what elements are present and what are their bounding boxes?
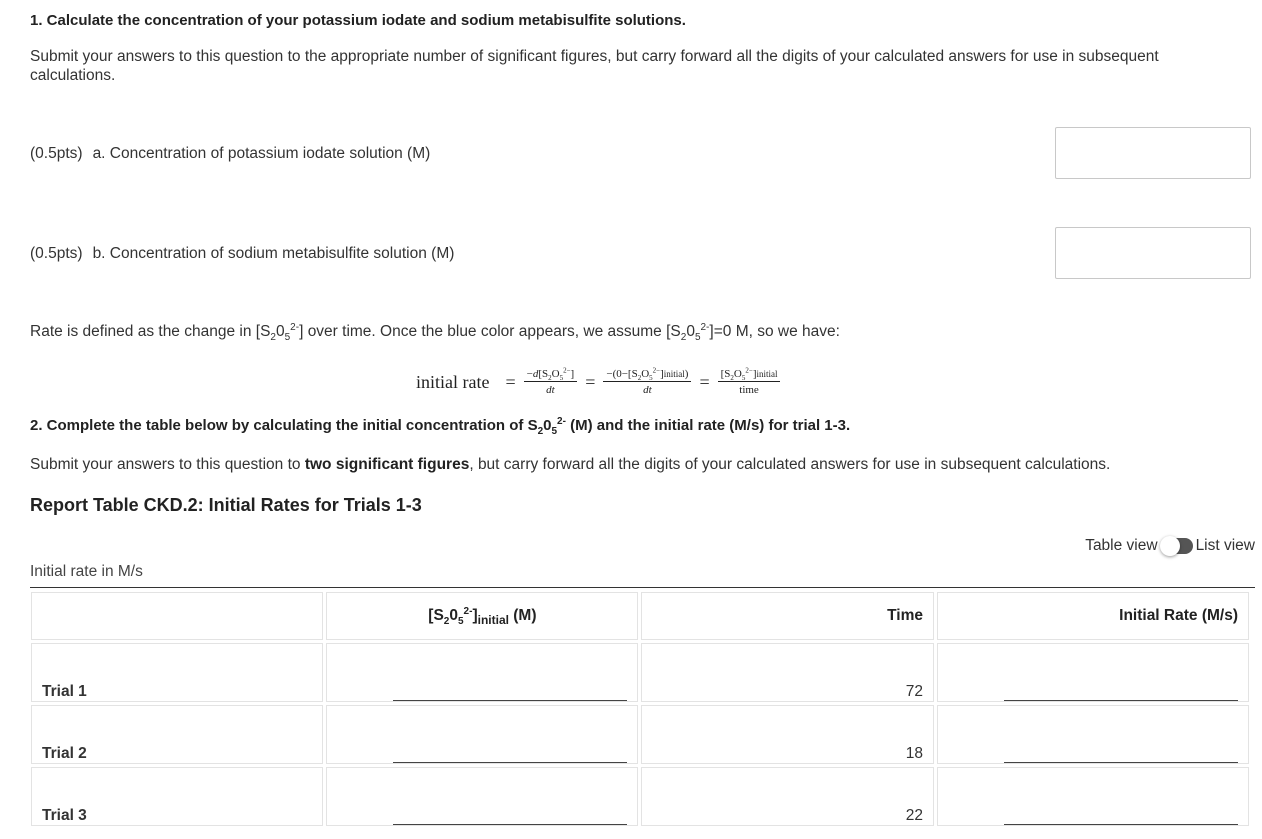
rate-cell bbox=[937, 705, 1249, 764]
part-a-points: (0.5pts) bbox=[30, 145, 83, 162]
table-header-row bbox=[31, 592, 1249, 640]
table-divider bbox=[30, 587, 1255, 588]
part-a-label bbox=[30, 145, 430, 163]
trial-3-rate-input[interactable] bbox=[1004, 802, 1238, 825]
trial-label: Trial 2 bbox=[31, 705, 323, 764]
initial-rates-table bbox=[28, 589, 1252, 829]
view-toggle-switch[interactable] bbox=[1161, 538, 1193, 554]
concentration-cell bbox=[326, 643, 638, 702]
list-view-label[interactable]: List view bbox=[1195, 537, 1255, 554]
equation-frac-3: $\frac{[S_2O_5^{2-}]initial}{\text{time}}$ bbox=[718, 368, 781, 396]
trial-label: Trial 1 bbox=[31, 643, 323, 702]
concentration-cell bbox=[326, 705, 638, 764]
initial-rate-equation: initial rate = $\frac{-d[S_2O_5^{2-}]}{dt}$ = $\frac{-(0-[S_2O_5^{2-}]initial)}{dt}$ = $\frac{[S_2O_5^{2-}]initial}{\text{time}}$ bbox=[416, 362, 780, 402]
toggle-knob bbox=[1160, 536, 1180, 556]
table-view-label[interactable]: Table view bbox=[1085, 537, 1158, 554]
time-value: 18 bbox=[641, 705, 934, 764]
header-time: Time bbox=[641, 592, 934, 640]
trial-2-rate-input[interactable] bbox=[1004, 740, 1238, 763]
rate-cell bbox=[937, 767, 1249, 826]
time-value: 72 bbox=[641, 643, 934, 702]
table-row bbox=[31, 643, 1249, 702]
header-concentration: $[S_20_5^{2-}]_{initial}$ (M) bbox=[326, 592, 638, 640]
equation-lhs: initial rate bbox=[416, 371, 490, 392]
part-b-text: b. Concentration of sodium metabisulfite solution (M) bbox=[92, 245, 455, 262]
equation-frac-1: $\frac{-d[S_2O_5^{2-}]}{dt}$ bbox=[524, 368, 578, 396]
question-1-description: Submit your answers to this question to the appropriate number of significant figures, but carry forward all the digits of your calculated answers for use in subsequent calculations. bbox=[30, 48, 1159, 84]
part-a-text: a. Concentration of potassium iodate solution (M) bbox=[92, 145, 431, 162]
concentration-cell bbox=[326, 767, 638, 826]
trial-1-concentration-input[interactable] bbox=[393, 678, 627, 701]
potassium-iodate-concentration-input[interactable] bbox=[1055, 127, 1251, 179]
report-table-heading: Report Table CKD.2: Initial Rates for Trials 1-3 bbox=[30, 495, 422, 515]
trial-2-concentration-input[interactable] bbox=[393, 740, 627, 763]
header-empty-cell bbox=[31, 592, 323, 640]
equation-frac-2: $\frac{-(0-[S_2O_5^{2-}]initial)}{dt}$ bbox=[603, 368, 691, 396]
trial-label: Trial 3 bbox=[31, 767, 323, 826]
question-2-description: Submit your answers to this question to two significant figures, but carry forward all the digits of your calculated answers for use in subsequent calculations. bbox=[30, 456, 1111, 473]
trial-1-rate-input[interactable] bbox=[1004, 678, 1238, 701]
question-1-title: 1. Calculate the concentration of your potassium iodate and sodium metabisulfite solutions. bbox=[30, 12, 686, 29]
part-b-points: (0.5pts) bbox=[30, 245, 83, 262]
sodium-metabisulfite-concentration-input[interactable] bbox=[1055, 227, 1251, 279]
table-caption: Initial rate in M/s bbox=[30, 563, 143, 580]
view-toggle bbox=[1085, 537, 1255, 555]
trial-3-concentration-input[interactable] bbox=[393, 802, 627, 825]
part-b-label bbox=[30, 245, 454, 263]
header-initial-rate: Initial Rate (M/s) bbox=[937, 592, 1249, 640]
table-row bbox=[31, 705, 1249, 764]
time-value: 22 bbox=[641, 767, 934, 826]
table-row bbox=[31, 767, 1249, 826]
question-2-title: 2. Complete the table below by calculating the initial concentration of $S_20_5^{2-}$ (M) and the initial rate (M/s) for trial 1-3. bbox=[30, 416, 851, 437]
rate-cell bbox=[937, 643, 1249, 702]
rate-definition-text: Rate is defined as the change in $[S_20_5^{2-}]$ over time. Once the blue color appears, we assume $[S_20_5^{2-}]=0$ M, so we have: bbox=[30, 321, 840, 344]
